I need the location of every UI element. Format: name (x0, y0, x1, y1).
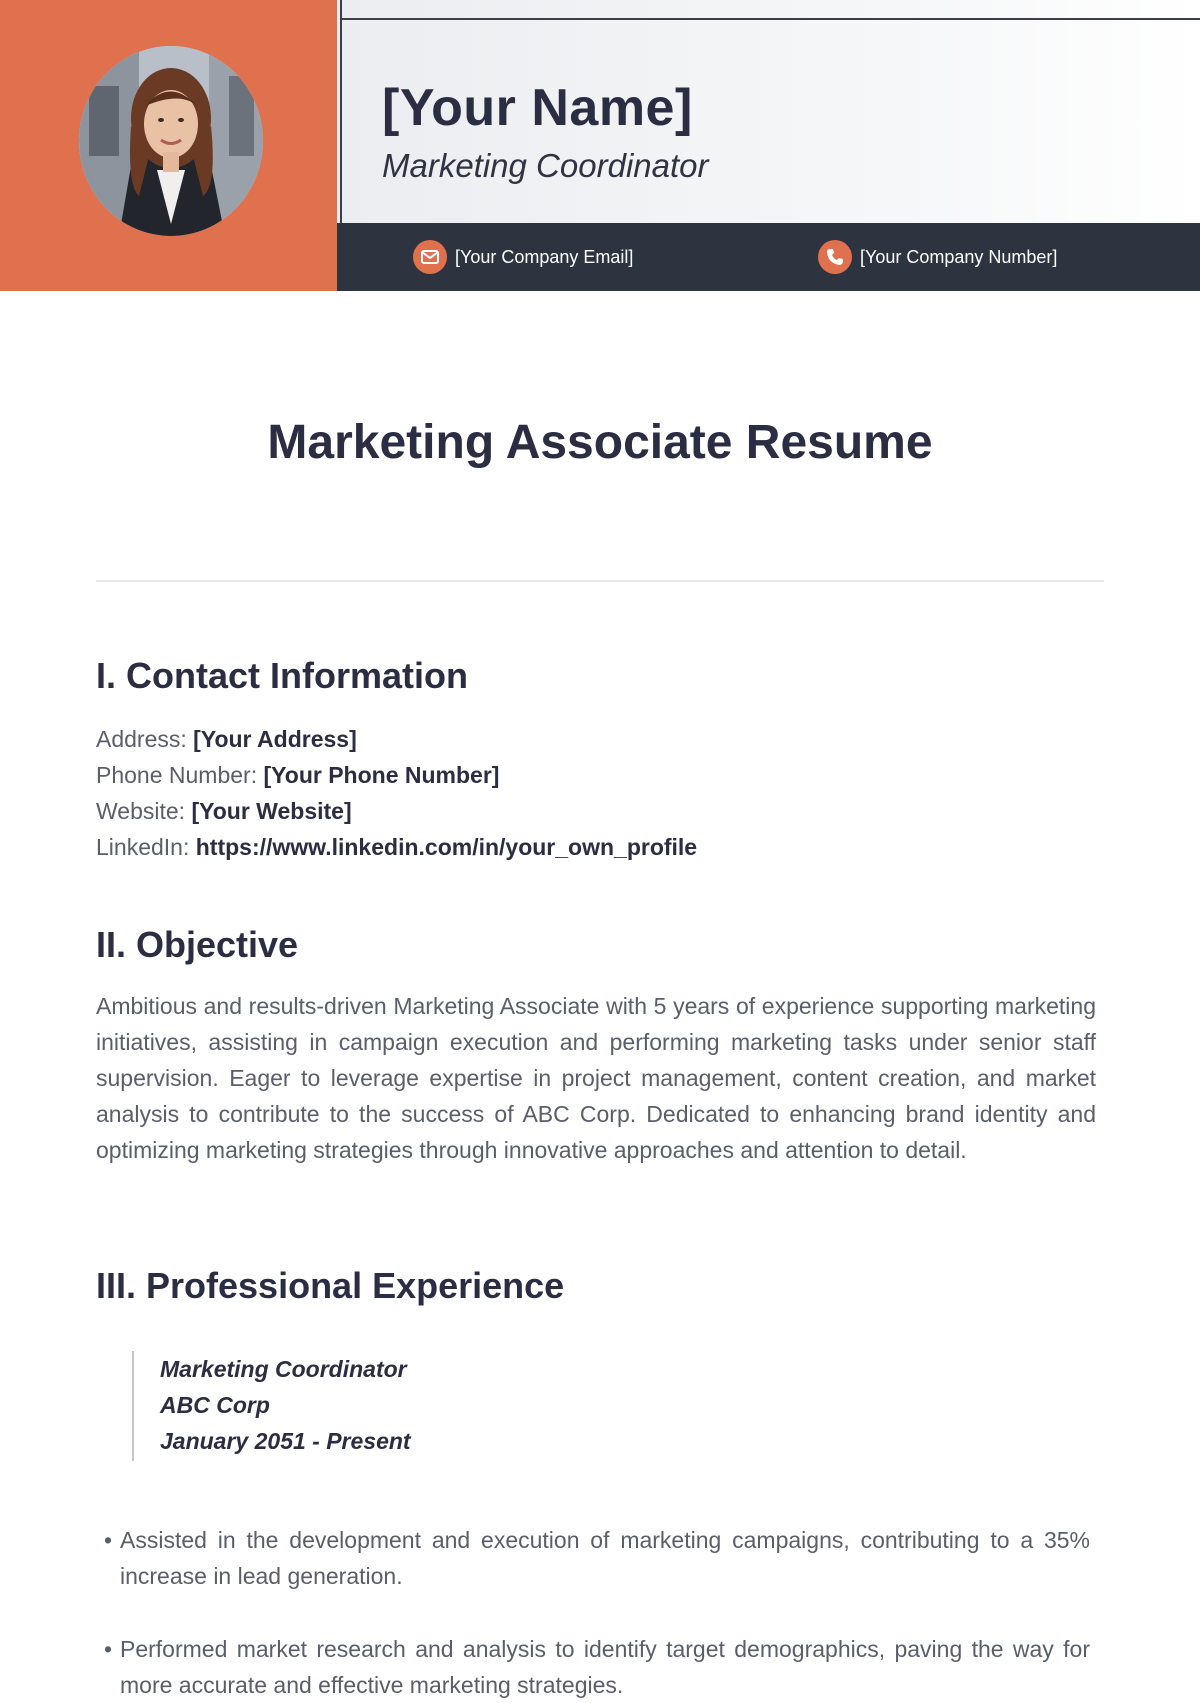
contact-phone-line (96, 762, 499, 789)
name-panel (337, 0, 1200, 223)
experience-entry (132, 1351, 411, 1461)
bullet-dot-icon: • (104, 1527, 113, 1553)
bullet-text: Assisted in the development and execution of marketing campaigns, contributing to a 35% increase in lead generation. (120, 1527, 1090, 1589)
avatar (79, 46, 263, 236)
bullet-dot-icon: • (104, 1636, 113, 1662)
resume-header (0, 0, 1200, 291)
candidate-job-title: Marketing Coordinator (382, 147, 709, 184)
address-label: Address: (96, 726, 187, 752)
contact-website-line (96, 798, 352, 825)
phone-icon (818, 240, 852, 274)
address-value: [Your Address] (193, 726, 357, 752)
email-contact[interactable] (413, 239, 633, 275)
website-value: [Your Website] (191, 798, 352, 824)
bullet-text: Performed market research and analysis to identify target demographics, paving the way for more accurate and effective marketing strategies. (120, 1636, 1090, 1698)
experience-section-heading: III. Professional Experience (96, 1265, 565, 1306)
envelope-icon (413, 240, 447, 274)
email-text: [Your Company Email] (455, 246, 634, 267)
document-title: Marketing Associate Resume (267, 416, 933, 469)
linkedin-link[interactable]: https://www.linkedin.com/in/your_own_profile (195, 834, 698, 860)
experience-company: ABC Corp (160, 1392, 270, 1418)
header-divider-vertical (340, 0, 342, 223)
phone-text: [Your Company Number] (860, 246, 1058, 267)
objective-paragraph: Ambitious and results-driven Marketing Associate with 5 years of experience supporting marketing initiatives, assisting in campaign execution and performing marketing tasks under senior staff supervision. Eager to leverage expertise in project management, content creation, and market analysis to contribute to the success of ABC Corp. Dedicated to enhancing brand identity and optimizing marketing strategies through innovative approaches and attention to detail. (96, 993, 1096, 1163)
objective-section-heading: II. Objective (96, 924, 299, 965)
experience-bullet-1 (104, 1522, 1090, 1594)
experience-dates: January 2051 - Present (160, 1428, 411, 1454)
header-divider-horizontal (340, 18, 1200, 20)
phone-label: Phone Number: (96, 762, 258, 788)
phone-contact[interactable] (818, 239, 1057, 275)
title-divider (96, 580, 1104, 582)
contact-bar (337, 223, 1200, 291)
experience-bullet-2 (104, 1631, 1090, 1703)
photo-panel (0, 0, 337, 291)
contact-section-heading: I. Contact Information (96, 655, 468, 696)
contact-address-line (96, 726, 357, 753)
phone-value: [Your Phone Number] (263, 762, 500, 788)
contact-linkedin-line (96, 834, 697, 861)
candidate-name: [Your Name] (382, 79, 693, 137)
linkedin-label: LinkedIn: (96, 834, 190, 860)
website-label: Website: (96, 798, 186, 824)
experience-role: Marketing Coordinator (160, 1356, 407, 1382)
